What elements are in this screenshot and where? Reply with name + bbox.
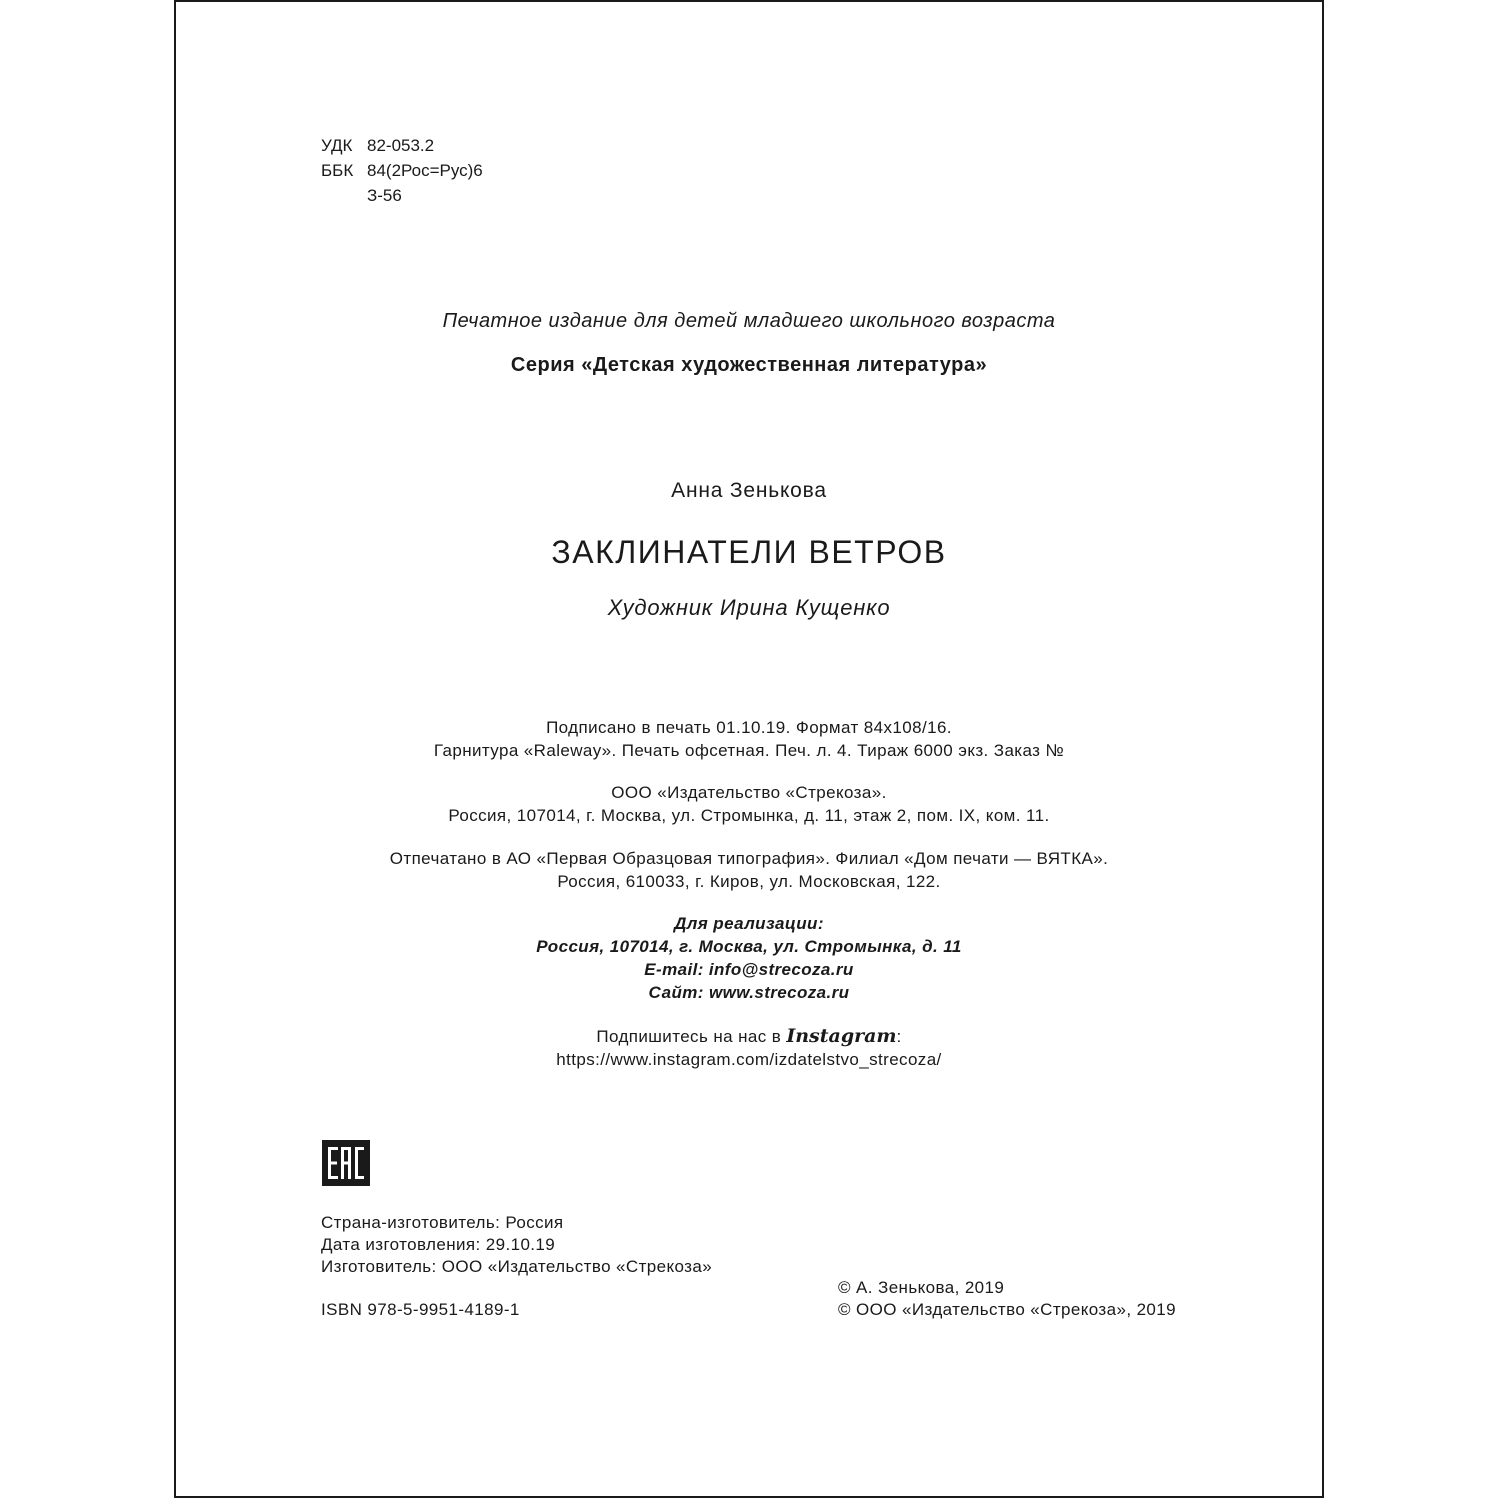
- maker-line: Изготовитель: ООО «Издательство «Стрекоза»: [321, 1257, 713, 1276]
- imprint-line: Подписано в печать 01.10.19. Формат 84х108/16.: [546, 718, 952, 737]
- copyright-line: © ООО «Издательство «Стрекоза», 2019: [838, 1300, 1176, 1319]
- imprint-block: [176, 716, 1322, 762]
- book-title: ЗАКЛИНАТЕЛИ ВЕТРОВ: [551, 534, 947, 570]
- instagram-prefix: Подпишитесь на нас в: [596, 1027, 787, 1046]
- illustrator-credit: Художник Ирина Кущенко: [607, 595, 891, 620]
- author-mark: З-56: [367, 186, 402, 205]
- bbk-label: ББК: [321, 161, 354, 180]
- printer-address: Россия, 610033, г. Киров, ул. Московская, 122.: [557, 872, 941, 891]
- imprint-line: Гарнитура «Raleway». Печать офсетная. Печ. л. 4. Тираж 6000 экз. Заказ №: [433, 741, 1065, 760]
- country-line: Страна-изготовитель: Россия: [321, 1213, 564, 1232]
- sales-address: Россия, 107014, г. Москва, ул. Стромынка, д. 11: [536, 937, 962, 956]
- udk-value: 82-053.2: [367, 136, 435, 155]
- author-name: Анна Зенькова: [671, 479, 827, 502]
- printer-block: [176, 847, 1322, 893]
- audience-note: Печатное издание для детей младшего школьного возраста: [442, 310, 1056, 332]
- sales-heading: Для реализации:: [674, 914, 824, 933]
- udk-label: УДК: [321, 136, 353, 155]
- sales-block: [176, 912, 1322, 1004]
- copyright-block: [838, 1277, 1176, 1321]
- page: [174, 0, 1324, 1498]
- sales-site: Сайт: www.strecoza.ru: [648, 983, 850, 1002]
- copyright-line: © А. Зенькова, 2019: [838, 1278, 1005, 1297]
- isbn: ISBN 978-5-9951-4189-1: [321, 1300, 520, 1319]
- eac-mark-icon: [322, 1140, 370, 1186]
- instagram-url: https://www.instagram.com/izdatelstvo_strecoza/: [556, 1050, 942, 1069]
- publisher-name: ООО «Издательство «Стрекоза».: [611, 783, 887, 802]
- bbk-line: [321, 158, 483, 183]
- publisher-address: Россия, 107014, г. Москва, ул. Стромынка, д. 11, этаж 2, пом. IX, ком. 11.: [448, 806, 1050, 825]
- bbk-value: 84(2Рос=Рус)6: [367, 161, 483, 180]
- printer-name: Отпечатано в АО «Первая Образцовая типография». Филиал «Дом печати — ВЯТКА».: [389, 849, 1109, 868]
- instagram-logo: Instagram: [786, 1025, 897, 1047]
- date-line: Дата изготовления: 29.10.19: [321, 1235, 556, 1254]
- udk-line: [321, 133, 483, 158]
- instagram-line: [176, 1025, 1322, 1048]
- instagram-block: [176, 1025, 1322, 1071]
- sales-email: E-mail: info@strecoza.ru: [644, 960, 854, 979]
- series-title: Серия «Детская художественная литература»: [510, 354, 988, 376]
- instagram-suffix: :: [896, 1027, 902, 1046]
- manufacturing-info: [321, 1212, 712, 1278]
- classification-codes: [321, 133, 483, 208]
- publisher-block: [176, 781, 1322, 827]
